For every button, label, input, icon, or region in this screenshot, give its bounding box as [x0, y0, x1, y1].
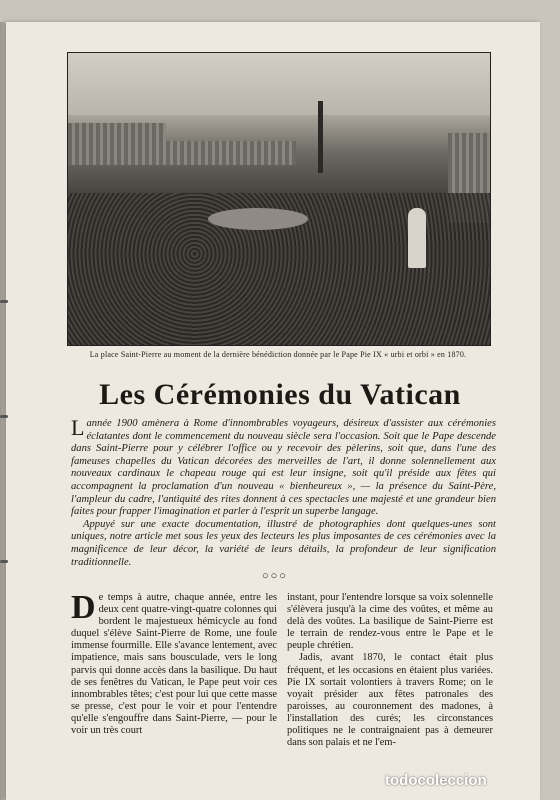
drop-cap: D	[71, 589, 96, 626]
binding-ring	[0, 415, 8, 418]
article-intro	[71, 415, 496, 569]
column-right-paragraph-2: Jadis, avant 1870, le contact était plus fréquent, et les occasions en étaient plus variées. Pie IX sortait volontiers à travers Rome; on le voyait présider aux fêtes patronales des paroisses, au couronnement des madones, à l'installation des curés; les circonstances politiques ne le contraignaient pas à demeurer dans son palais et ne l'em-	[287, 652, 493, 749]
article-title: Les Cérémonies du Vatican	[99, 378, 461, 411]
saint-peter-square-photo	[67, 52, 491, 346]
binding-ring	[0, 300, 8, 303]
section-ornament: ○○○	[262, 570, 288, 582]
watermark-logo: todocoleccion	[385, 772, 487, 789]
photo-statue	[408, 208, 426, 268]
body-column-left	[71, 589, 277, 737]
photo-left-building	[68, 123, 166, 165]
column-left-text: e temps à autre, chaque année, entre les deux cent quatre-vingt-quatre colonnes qui bordent le majestueux hémicycle au fond duquel s'élève Saint-Pierre de Rome, une foule immense fourmille. Elle s'avance lentement, avec impatience, mais sans bousculade, vers le long parvis qui donne accès dans la basilique. Du haut de ses fenêtres du Vatican, le Pape peut voir ces innombrables têtes; c'est pour lui que cette masse se presse, c'est pour le voir et pour l'entendre qu'elle s'engouffre dans Saint-Pierre, — pour le voir un très court	[71, 592, 277, 737]
binding-ring	[0, 560, 8, 563]
photo-fountain	[208, 208, 308, 230]
photo-colonnade	[166, 141, 296, 165]
intro-paragraph-1	[71, 415, 496, 519]
photo-caption: La place Saint-Pierre au moment de la dernière bénédiction donnée par le Pape Pie IX « urbi et orbi » en 1870.	[89, 350, 467, 359]
intro-initial: L	[71, 415, 85, 440]
photo-sky	[68, 53, 490, 115]
column-left-paragraph	[71, 589, 277, 737]
photo-obelisk	[318, 101, 323, 173]
body-column-right	[287, 592, 493, 749]
intro-text-1: année 1900 amènera à Rome d'innombrables voyageurs, désireux d'assister aux cérémonies éclatantes dont le commencement du nouveau siècle sera l'occasion. Soit que le Pape descende dans Saint-Pierre pour y célébrer l'office ou y recevoir des pèlerins, soit que, dans l'une des fameuses chapelles du Vatican décorées des merveilles de l'art, il donne solennellement aux nouveaux cardinaux le chapeau rouge qui est leur insigne, soit qu'il préside aux fêtes qui accompagnent la proclamation d'un nouveau « bienheureux », — la présence du Saint-Père, l'ampleur du cadre, l'antiquité des rites donnent à ces spectacles une majesté et une grandeur bien faites pour frapper l'imagination et parler à l'esprit un superbe langage.	[71, 418, 496, 518]
column-right-paragraph-1: instant, pour l'entendre lorsque sa voix solennelle s'élèvera jusqu'à la cime des voûtes, et même au delà des voûtes. La basilique de Saint-Pierre est le terrain de rendez-vous entre le Pape et le peuple chrétien.	[287, 592, 493, 652]
intro-paragraph-2: Appuyé sur une exacte documentation, illustré de photographies dont quelques-unes sont uniques, notre article met sous les yeux des lecteurs les plus imposantes de ces cérémonies avec la magnificence de leur décor, la variété de leurs détails, la profondeur de leur signification traditionnelle.	[71, 518, 496, 568]
